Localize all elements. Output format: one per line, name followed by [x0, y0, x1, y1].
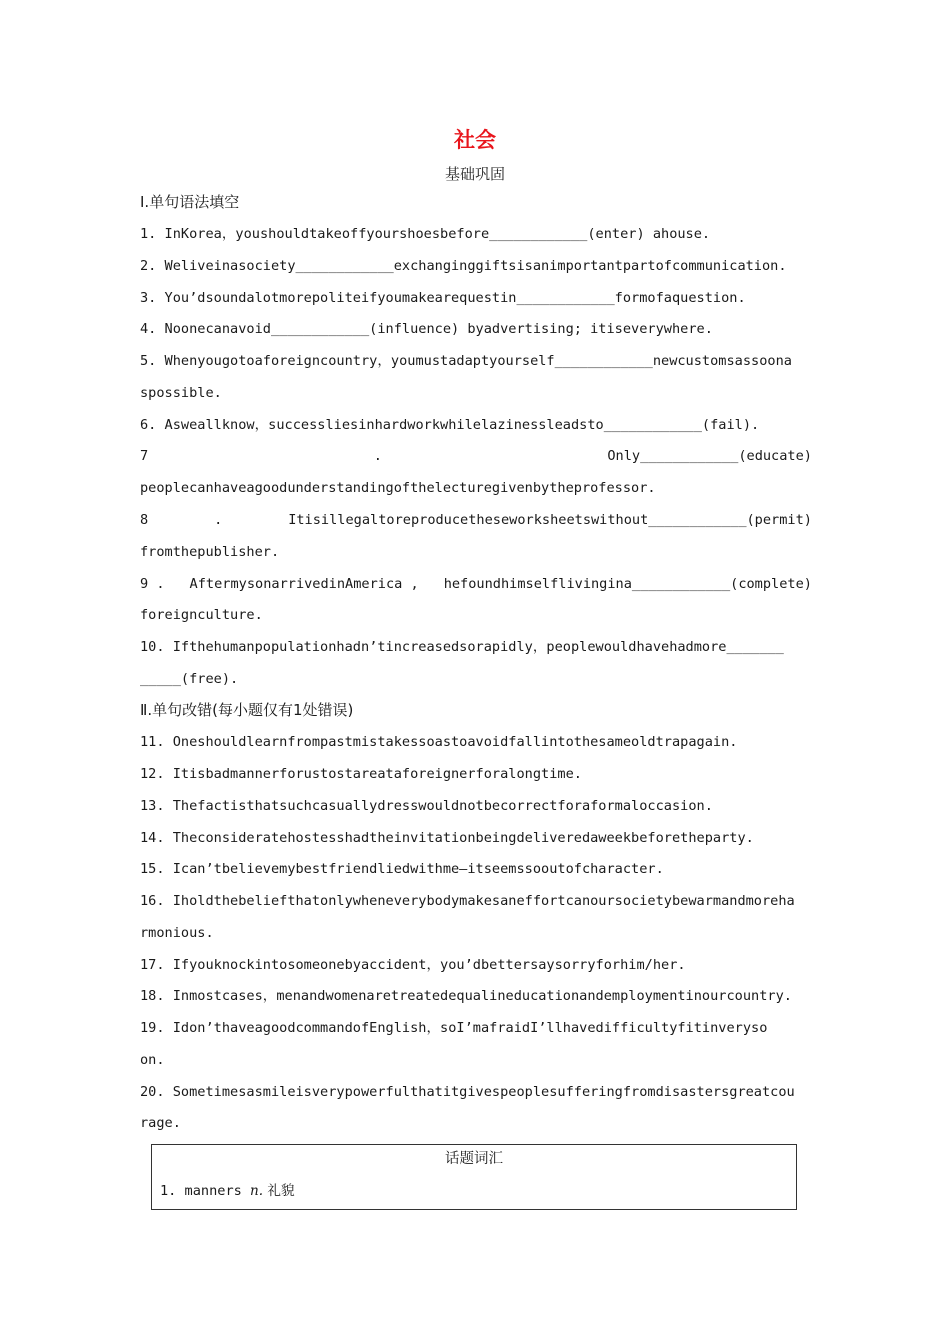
question-9-line-1 — [140, 574, 812, 594]
question-5-line-1: 5. Whenyougotoaforeigncountry，youmustadaptyourself____________newcustomsassoona — [140, 353, 792, 369]
question-9-line-2: foreignculture. — [140, 607, 263, 623]
question-15: 15. Ican’tbelievemybestfriendliedwithme—itseemssooutofcharacter. — [140, 861, 664, 877]
question-17: 17. Ifyouknockintosomeonebyaccident，you’dbettersaysorryforhim/her. — [140, 957, 686, 973]
question-dot: . — [214, 512, 223, 528]
question-20-line-1: 20. Sometimesasmileisverypowerfulthatitgivespeoplesufferingfromdisastersgreatcou — [140, 1084, 795, 1100]
question-dot: . — [373, 448, 382, 464]
question-13: 13. Thefactisthatsuchcasuallydresswouldnotbecorrectforaformaloccasion. — [140, 798, 713, 814]
question-10-line-1: 10. Ifthehumanpopulationhadn’tincreasedsorapidly，peoplewouldhavehadmore_______ — [140, 639, 784, 655]
question-14: 14. Theconsideratehostesshadtheinvitationbeingdeliveredaweekbeforetheparty. — [140, 830, 754, 846]
question-16-line-2: rmonious. — [140, 925, 214, 941]
question-8-line-2: fromthepublisher. — [140, 544, 280, 560]
question-text: hefoundhimselflivingina____________(complete) — [443, 576, 812, 592]
page-subtitle: 基础巩固 — [444, 165, 505, 183]
question-20-line-2: rage. — [140, 1115, 181, 1131]
question-18: 18. Inmostcases，menandwomenaretreatedequalineducationandemploymentinourcountry. — [140, 988, 792, 1004]
topic-vocabulary-title: 话题词汇 — [445, 1151, 503, 1167]
question-text: Only____________(educate) — [607, 448, 812, 464]
question-16-line-1: 16. Iholdthebeliefthatonlywheneverybodymakesaneffortcanoursocietybewarmandmoreha — [140, 893, 795, 909]
question-1: 1. InKorea，youshouldtakeoffyourshoesbefore____________(enter) ahouse. — [140, 226, 711, 242]
topic-vocabulary-box — [151, 1144, 797, 1210]
question-2: 2. Weliveinasociety____________exchanginggiftsisanimportantpartofcommunication. — [140, 258, 787, 274]
question-5-line-2: spossible. — [140, 385, 222, 401]
question-19-line-1: 19. Idon’thaveagoodcommandofEnglish，soI’mafraidI’llhavedifficultyfitinveryso — [140, 1020, 768, 1036]
section-heading-error-correction: Ⅱ.单句改错(每小题仅有1处错误) — [140, 701, 354, 719]
question-7-line-1 — [140, 446, 812, 466]
question-text: AftermysonarrivedinAmerica , — [189, 576, 419, 592]
vocabulary-item — [160, 1179, 295, 1199]
section-heading-grammar-fill: Ⅰ.单句语法填空 — [140, 193, 240, 211]
question-text: Itisillegaltoreproducetheseworksheetswithout____________(permit) — [288, 512, 812, 528]
question-4: 4. Noonecanavoid____________(influence) byadvertising; itiseverywhere. — [140, 321, 713, 337]
question-number: 9 . — [140, 576, 165, 592]
question-number: 8 — [140, 512, 149, 528]
question-8-line-1 — [140, 510, 812, 530]
part-of-speech: n. — [250, 1183, 264, 1199]
page-title: 社会 — [454, 128, 496, 152]
vocabulary-meaning: 礼貌 — [263, 1183, 295, 1199]
question-10-line-2: _____(free). — [140, 671, 239, 687]
question-number: 7 — [140, 448, 149, 464]
question-11: 11. Oneshouldlearnfrompastmistakessoastoavoidfallintothesameoldtrapagain. — [140, 734, 738, 750]
question-12: 12. Itisbadmannerforustostareataforeignerforalongtime. — [140, 766, 582, 782]
question-6: 6. Asweallknow，successliesinhardworkwhilelazinessleadsto____________(fail). — [140, 417, 760, 433]
vocabulary-word: 1. manners — [160, 1183, 251, 1199]
question-19-line-2: on. — [140, 1052, 165, 1068]
question-3: 3. You’dsoundalotmorepoliteifyoumakearequestin____________formofaquestion. — [140, 290, 746, 306]
question-7-line-2: peoplecanhaveagoodunderstandingofthelecturegivenbytheprofessor. — [140, 480, 656, 496]
